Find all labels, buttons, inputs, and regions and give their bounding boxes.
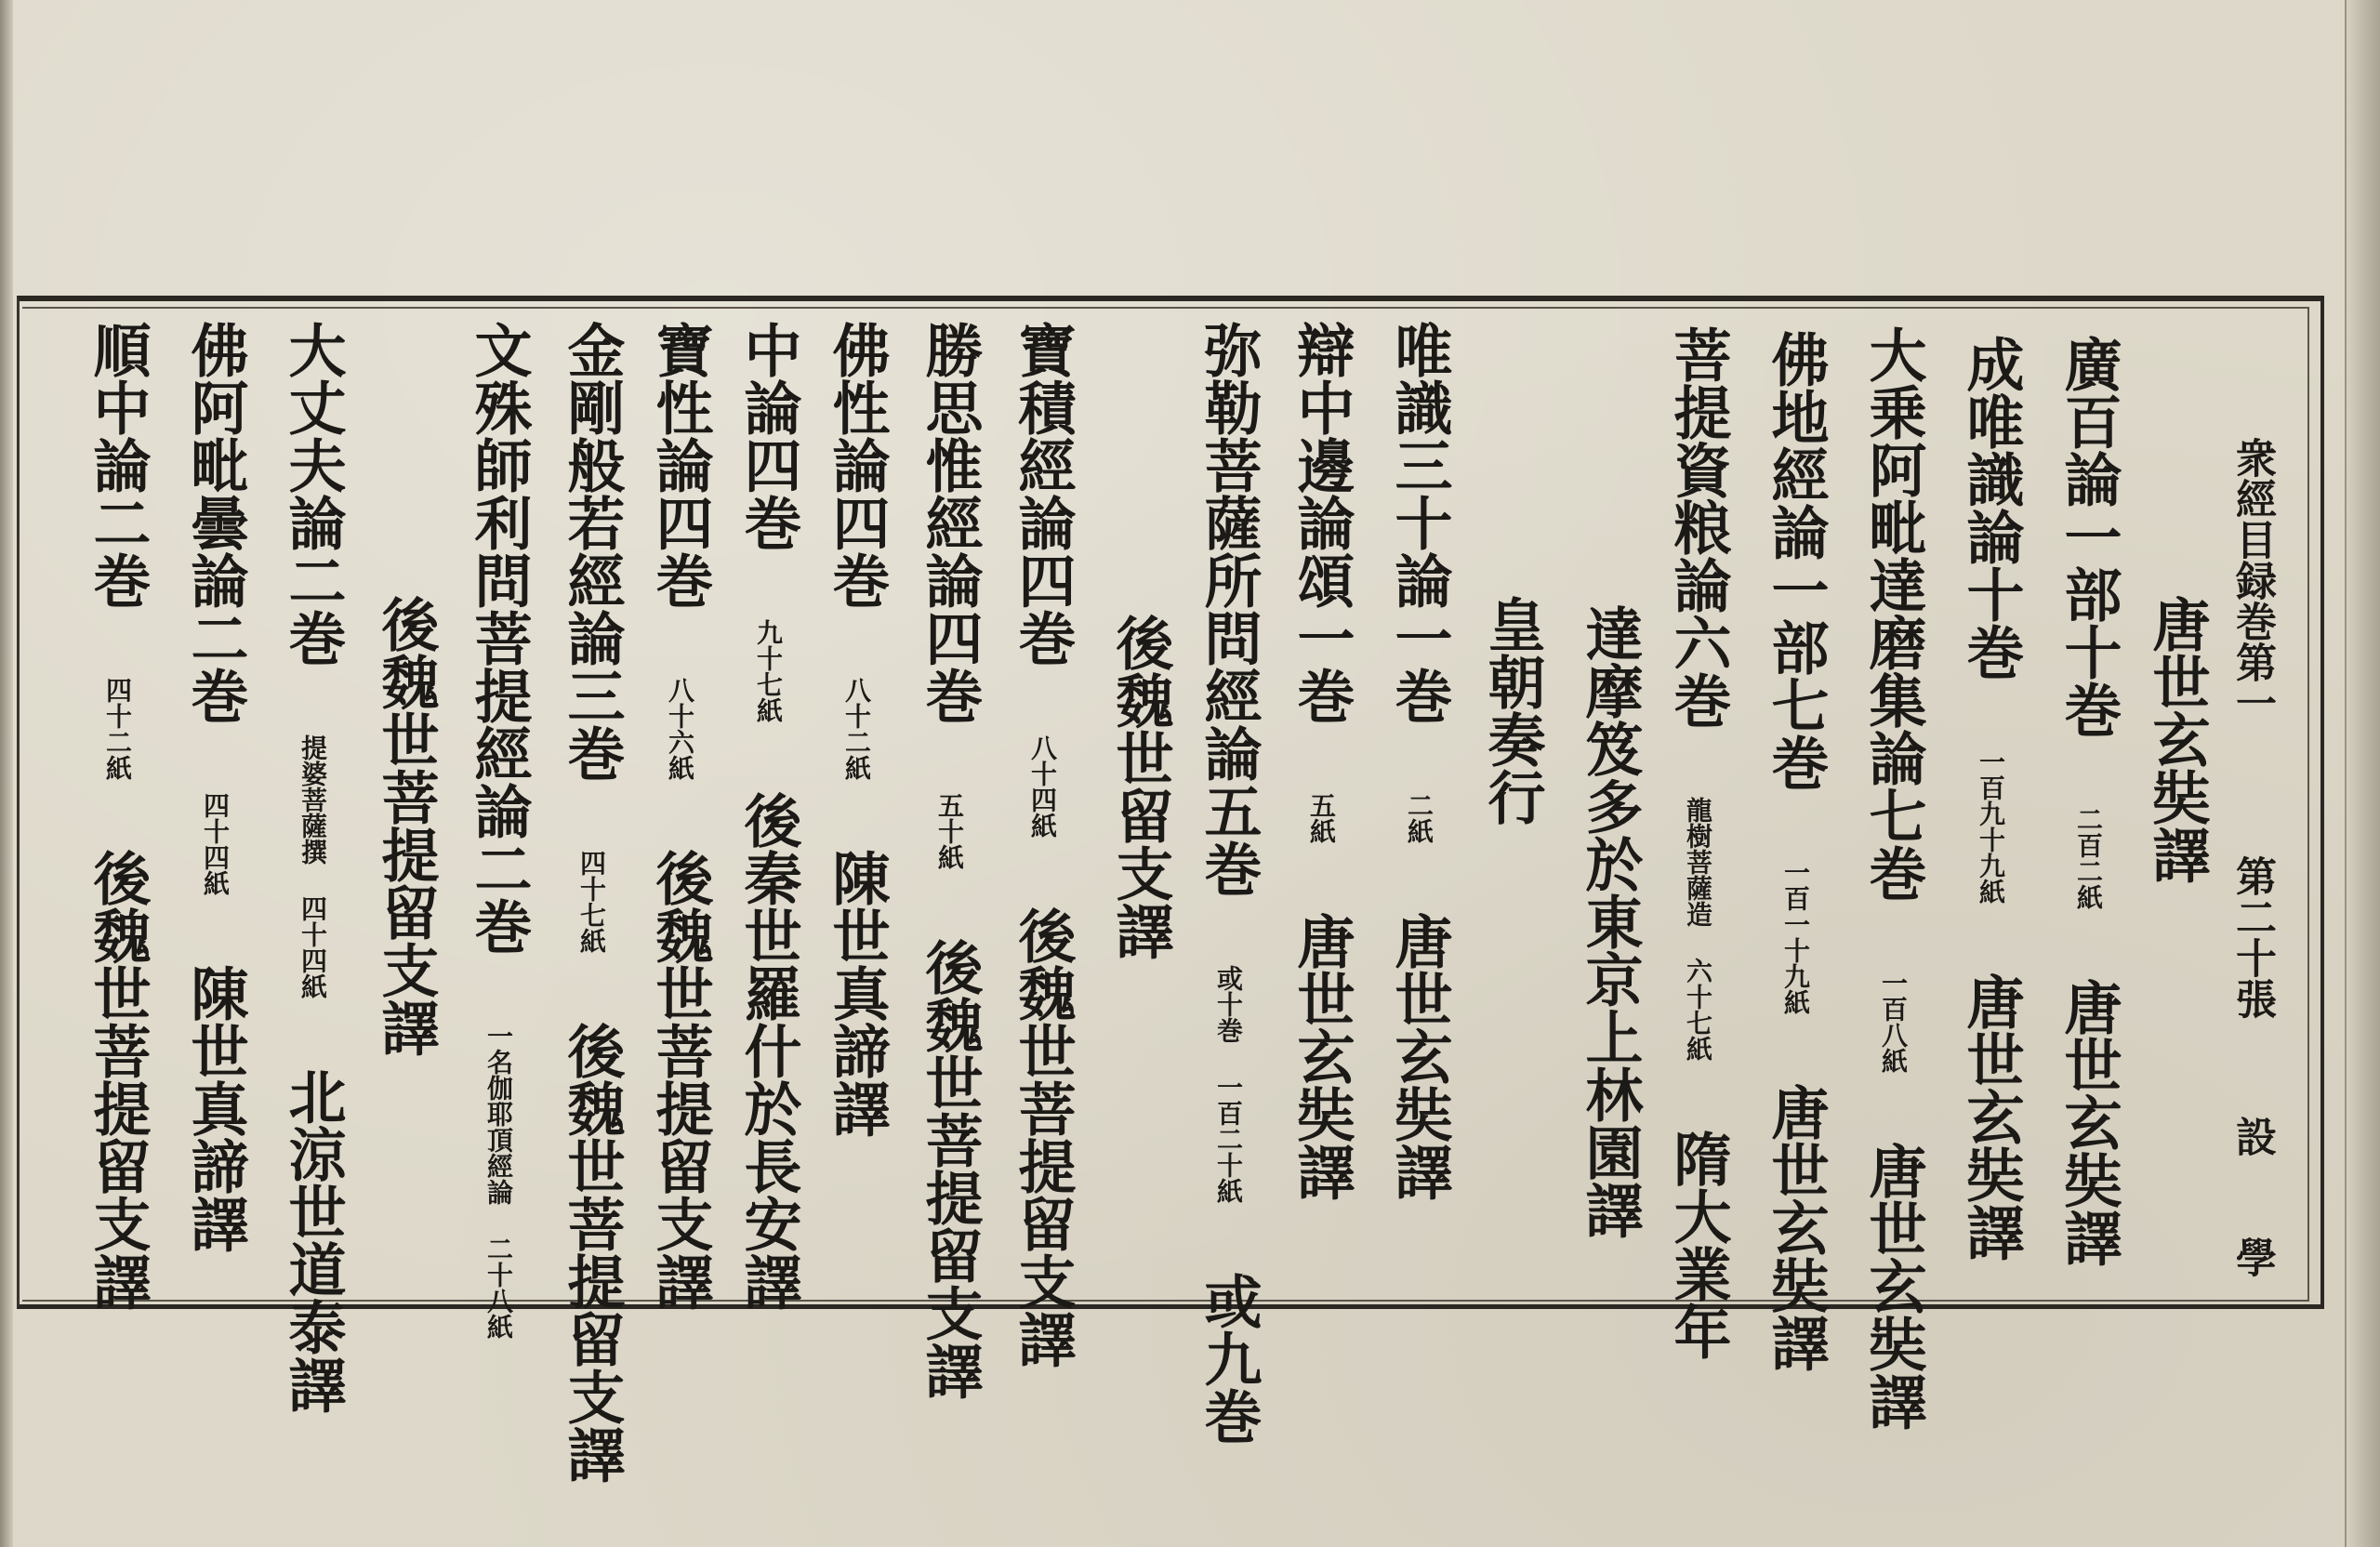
entry-title: 大丈夫論二巻	[279, 321, 347, 667]
entry-title: 順中論二巻	[84, 321, 152, 609]
entry-title: 唐世玄奘譯	[2143, 595, 2211, 883]
entry-column	[1859, 325, 1927, 1430]
entry-note: 八十二紙	[841, 677, 872, 781]
entry-column	[1576, 604, 1644, 1238]
entry-title: 菩提資粮論六巻	[1664, 325, 1732, 729]
page-right-edge	[2345, 0, 2380, 1547]
entry-note: 一名伽耶頂經論 二十八紙	[483, 1023, 514, 1340]
entry-column	[1106, 614, 1174, 959]
entry-column	[2055, 335, 2122, 1266]
entry-note: 一百八紙	[1878, 970, 1909, 1074]
entry-title: 後魏世菩提留支譯	[372, 595, 440, 1056]
entry-title: 文殊師利問菩提經論二巻	[465, 321, 533, 955]
entry-title: 成唯識論十巻	[1957, 335, 2025, 681]
entry-translator: 後魏世菩提留支譯	[84, 849, 152, 1310]
entry-translator: 後魏世菩提留支譯	[558, 1022, 626, 1483]
entry-column	[823, 321, 891, 1137]
entry-title: 佛阿毗曇論二巻	[181, 321, 249, 724]
entry-column	[84, 321, 152, 1310]
entry-column	[1957, 335, 2025, 1261]
sheet-number: 第二十張	[2228, 855, 2276, 1019]
entry-column	[646, 321, 714, 1310]
entry-column	[1195, 321, 1263, 1445]
entry-column	[1009, 321, 1077, 1368]
entry-title: 廣百論一部十巻	[2055, 335, 2122, 738]
entry-note: 一百九十九紙	[1976, 748, 2006, 905]
entry-column	[1385, 321, 1453, 1200]
entry-translator: 陳世真諦譯	[181, 964, 249, 1252]
entry-title: 金剛般若經論三巻	[558, 321, 626, 782]
entry-column	[1664, 325, 1732, 1360]
entry-translator: 唐世玄奘譯	[1762, 1083, 1830, 1371]
entry-translator: 後魏世菩提留支譯	[646, 849, 714, 1310]
entry-translator: 唐世玄奘譯	[2055, 978, 2122, 1266]
entry-title: 佛性論四巻	[823, 321, 891, 609]
entry-title: 辯中邊論頌一巻	[1288, 321, 1355, 724]
entry-translator: 唐世玄奘譯	[1288, 912, 1355, 1200]
margin-mark-bottom: 學	[2228, 1236, 2276, 1277]
entry-translator: 唐世玄奘譯	[1957, 972, 2025, 1261]
entry-translator: 後魏世菩提留支譯	[916, 938, 984, 1399]
entry-column	[1762, 330, 1830, 1371]
entry-title: 寶積經論四巻	[1009, 321, 1077, 667]
entry-note: 龍樹菩薩造 六十七紙	[1683, 797, 1713, 1062]
entry-title: 大乗阿毗達磨集論七巻	[1859, 325, 1927, 902]
entry-note: 提婆菩薩撰 四十四紙	[298, 734, 328, 999]
entry-title: 唯識三十論一巻	[1385, 321, 1453, 724]
entry-translator: 唐世玄奘譯	[1385, 912, 1453, 1200]
entry-note: 或十巻 一百二十紙	[1213, 965, 1244, 1204]
entry-column	[1478, 595, 1546, 826]
entry-note: 四十七紙	[576, 850, 607, 954]
entry-translator: 後魏世菩提留支譯	[1009, 906, 1077, 1368]
entry-translator: 陳世真諦譯	[823, 849, 891, 1137]
entry-column	[181, 321, 249, 1252]
entry-note: 二百二紙	[2073, 806, 2104, 910]
entry-title: 達摩笈多於東京上林園譯	[1576, 604, 1644, 1238]
entry-column	[916, 321, 984, 1399]
margin-mark-top: 設	[2228, 1116, 2276, 1157]
entry-note: 一百一十九紙	[1780, 859, 1811, 1015]
entry-note: 四十二紙	[102, 677, 133, 781]
entry-column	[465, 321, 533, 1340]
entry-note: 八十六紙	[665, 677, 695, 781]
entry-title: 勝思惟經論四巻	[916, 321, 984, 724]
entry-column	[372, 595, 440, 1056]
entry-translator: 後秦世羅什於長安譯	[734, 791, 802, 1310]
entry-note: 四十四紙	[200, 792, 231, 896]
entry-column	[1288, 321, 1355, 1200]
entry-translator: 隋大業年	[1664, 1130, 1732, 1360]
entry-note: 八十四紙	[1027, 734, 1058, 839]
catalog-title: 衆經目録巻第一	[2228, 437, 2276, 723]
entry-title: 寶性論四巻	[646, 321, 714, 609]
entry-column	[2143, 595, 2211, 883]
entry-column	[734, 321, 802, 1310]
entry-column	[279, 321, 347, 1413]
entry-note: 九十七紙	[753, 619, 784, 723]
entry-title: 皇朝奏行	[1478, 595, 1546, 826]
entry-note: 五紙	[1306, 792, 1337, 844]
entry-title: 中論四巻	[734, 321, 802, 551]
entry-column	[558, 321, 626, 1483]
entry-translator: 唐世玄奘譯	[1859, 1142, 1927, 1430]
entry-title: 弥勒菩薩所問經論五巻	[1195, 321, 1263, 897]
entry-note: 五十紙	[934, 792, 965, 870]
entry-note: 二紙	[1404, 792, 1435, 844]
page-left-edge	[0, 0, 13, 1547]
entry-translator: 或九巻	[1195, 1272, 1263, 1445]
entry-title: 後魏世留支譯	[1106, 614, 1174, 959]
entry-translator: 北涼世道泰譯	[279, 1067, 347, 1413]
entry-title: 佛地經論一部七巻	[1762, 330, 1830, 791]
